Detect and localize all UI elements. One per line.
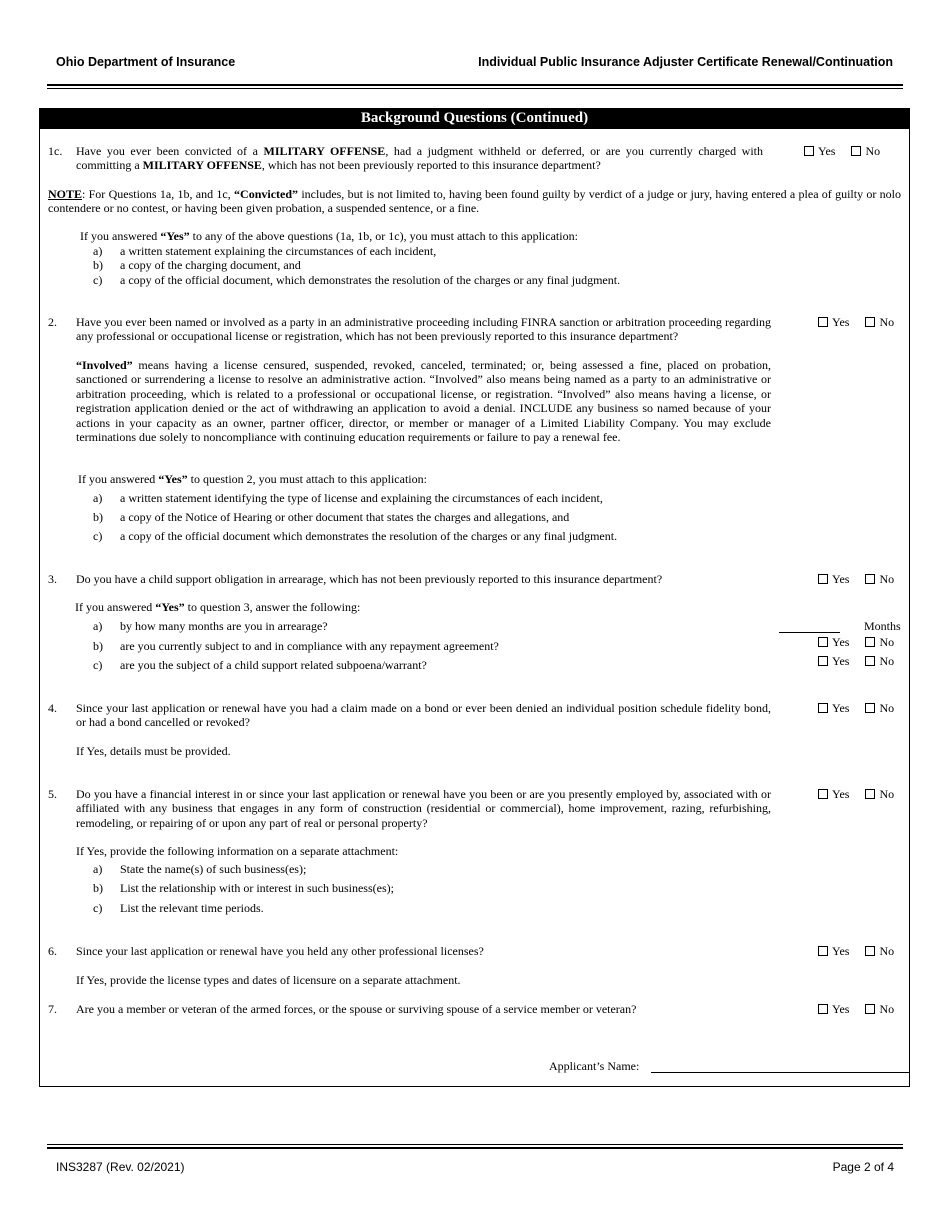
q3-item: by how many months are you in arrearage? [120,619,328,633]
q5-detail: If Yes, provide the following information on a separate attachment: [76,844,399,858]
q5-yes-checkbox[interactable] [818,789,828,799]
q2-number: 2. [48,315,57,329]
q5-item-letter: a) [93,862,103,876]
q3-number: 3. [48,572,57,586]
q6-detail: If Yes, provide the license types and dates of licensure on a separate attachment. [76,973,461,987]
q3-no-checkbox[interactable] [865,574,875,584]
q1-attach-item: a written statement explaining the circumstances of each incident, [120,244,437,258]
q7-yes-checkbox[interactable] [818,1004,828,1014]
q2-attach-item: a written statement identifying the type of license and explaining the circumstances of each incident, [120,491,603,505]
q2-attach-item: a copy of the Notice of Hearing or other document that states the charges and allegations, and [120,510,570,524]
q1-attach-letter: b) [93,258,103,272]
q3-months-input[interactable] [779,632,840,633]
applicant-name-field[interactable] [651,1072,909,1073]
q2-no-checkbox[interactable] [865,317,875,327]
q4-no-checkbox[interactable] [865,703,875,713]
q2-yes-checkbox[interactable] [818,317,828,327]
q1c-text: Have you ever been convicted of a MILITARY OFFENSE, had a judgment withheld or deferred, or are you currently charged with committing a MILITARY OFFENSE, which has not been previously reported to this insurance department? [76,144,763,173]
footer-rule [47,1147,903,1149]
q3c-answer: Yes No [818,654,894,668]
q6-text: Since your last application or renewal have you held any other professional licenses? [76,944,484,958]
q7-no-checkbox[interactable] [865,1004,875,1014]
header-form-title: Individual Public Insurance Adjuster Certificate Renewal/Continuation [478,55,893,69]
q1c-no-checkbox[interactable] [851,146,861,156]
q2-attach-item: a copy of the official document which demonstrates the resolution of the charges or any final judgment. [120,529,618,543]
q1-attach-letter: c) [93,273,103,287]
q5-answer: Yes No [818,787,894,801]
footer-page-number: Page 2 of 4 [832,1160,894,1174]
q1c-answer: Yes No [804,144,880,158]
header-rule-thin [47,88,903,89]
q6-yes-checkbox[interactable] [818,946,828,956]
applicant-name-label: Applicant’s Name: [549,1059,640,1073]
q6-no-checkbox[interactable] [865,946,875,956]
q1-attach-item: a copy of the official document, which demonstrates the resolution of the charges or any final judgment. [120,273,621,287]
q7-answer: Yes No [818,1002,894,1016]
q1-attach-intro: If you answered “Yes” to any of the above questions (1a, 1b, or 1c), you must attach to this application: [80,229,578,243]
q3b-yes-checkbox[interactable] [818,637,828,647]
footer-form-id: INS3287 (Rev. 02/2021) [56,1160,185,1174]
q5-item-letter: c) [93,901,103,915]
q3-item-letter: a) [93,619,103,633]
q6-number: 6. [48,944,57,958]
q5-text: Do you have a financial interest in or since your last application or renewal have you been or are you presently employed by, associated with or affiliated with any business that engages in any form of construction (residential or commercial), home improvement, razing, refurbishing, remodeling, or repairing of or upon any part of real or personal property? [76,787,771,830]
q7-number: 7. [48,1002,57,1016]
q1c-yes-checkbox[interactable] [804,146,814,156]
q1-attach-letter: a) [93,244,103,258]
q2-attach-intro: If you answered “Yes” to question 2, you must attach to this application: [78,472,427,486]
q3-item: are you the subject of a child support related subpoena/warrant? [120,658,427,672]
header-agency: Ohio Department of Insurance [56,55,236,69]
q4-text: Since your last application or renewal have you had a claim made on a bond or ever been denied an individual position schedule fidelity bond, or had a bond cancelled or revoked? [76,701,771,730]
q4-number: 4. [48,701,57,715]
q1-attach-item: a copy of the charging document, and [120,258,301,272]
q2-text: Have you ever been named or involved as a party in an administrative proceeding including FINRA sanction or arbitration proceeding regarding any professional or occupational license or registration, which has not been previously reported to this insurance department? [76,315,771,344]
q4-yes-checkbox[interactable] [818,703,828,713]
q5-item: List the relationship with or interest in such business(es); [120,881,394,895]
note-convicted: NOTE: For Questions 1a, 1b, and 1c, “Convicted” includes, but is not limited to, having been found guilty by verdict of a judge or jury, having entered a plea of guilty or nolo contendere or no contest, or having been given probation, a suspended sentence, or a fine. [48,187,902,216]
q7-text: Are you a member or veteran of the armed forces, or the spouse or surviving spouse of a service member or veteran? [76,1002,637,1016]
q3b-answer: Yes No [818,635,894,649]
q3-text: Do you have a child support obligation in arrearage, which has not been previously reported to this insurance department? [76,572,663,586]
q3-answer: Yes No [818,572,894,586]
q2-answer: Yes No [818,315,894,329]
q2-attach-letter: a) [93,491,103,505]
q3-item-letter: c) [93,658,103,672]
section-title: Background Questions (Continued) [39,108,910,129]
q3c-yes-checkbox[interactable] [818,656,828,666]
q5-item-letter: b) [93,881,103,895]
q2-attach-letter: c) [93,529,103,543]
q5-item: State the name(s) of such business(es); [120,862,307,876]
header-rule [47,84,903,86]
q2-attach-letter: b) [93,510,103,524]
q2-involved-definition: “Involved” means having a license censured, suspended, revoked, canceled, terminated; or, being assessed a fine, placed on probation, sanctioned or surrendering a license to resolve an administrative action. “Involved” also means being named as a party to an administrative or arbitration proceeding, which is related to a professional or occupational license, or registration. “Involved” also means having a license, or registration application denied or the act of withdrawing an application to avoid a denial. INCLUDE any business so named because of your actions in your capacity as an owner, partner officer, director, or member or manager of a Limited Liability Company. You may exclude terminations due solely to noncompliance with continuing education requirements or failure to pay a renewal fee. [76,358,771,445]
q5-number: 5. [48,787,57,801]
q6-answer: Yes No [818,944,894,958]
q3-follow-intro: If you answered “Yes” to question 3, answer the following: [75,600,361,614]
q5-no-checkbox[interactable] [865,789,875,799]
q4-answer: Yes No [818,701,894,715]
q3-item: are you currently subject to and in compliance with any repayment agreement? [120,639,499,653]
q3-item-letter: b) [93,639,103,653]
q3-months-label: Months [864,619,901,633]
q3b-no-checkbox[interactable] [865,637,875,647]
q5-item: List the relevant time periods. [120,901,264,915]
q3-yes-checkbox[interactable] [818,574,828,584]
q1c-number: 1c. [48,144,63,158]
footer-rule-thin [47,1144,903,1145]
q3c-no-checkbox[interactable] [865,656,875,666]
q4-detail: If Yes, details must be provided. [76,744,231,758]
